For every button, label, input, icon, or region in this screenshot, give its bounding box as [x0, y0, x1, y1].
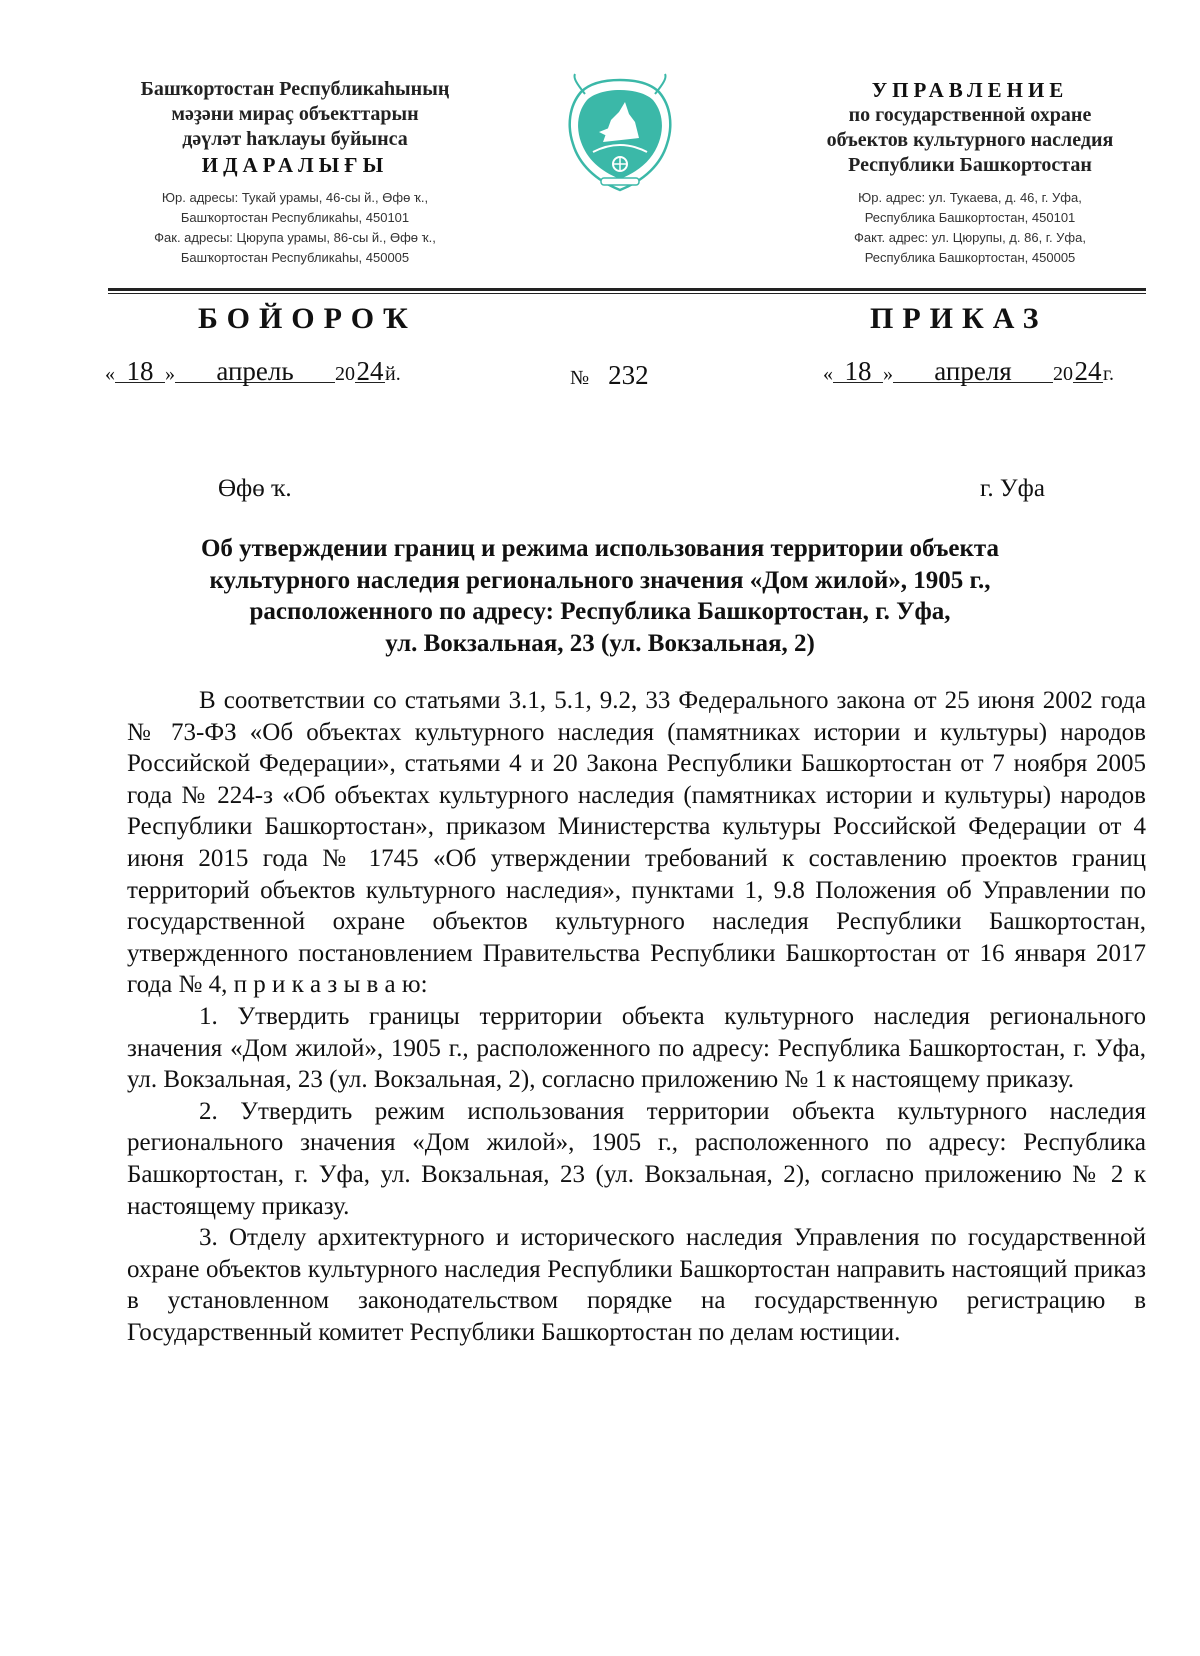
document-body	[127, 685, 1146, 1348]
date-left-year-prefix: 20	[335, 363, 355, 385]
header-divider-thin	[108, 293, 1146, 294]
date-left-year-suffix: 24	[356, 356, 384, 386]
header-left-line-1: Башҡортостан Республикаһының	[140, 78, 450, 100]
header-right-address	[770, 188, 1170, 268]
order-number	[570, 360, 649, 391]
header-right-address-2: Республика Башкортостан, 450101	[864, 210, 1076, 225]
date-left-open-quote: «	[105, 363, 115, 385]
body-item-2: 2. Утвердить режим использования территории объекта культурного наследия регионального значения «Дом жилой», 1905 г., расположенного по адресу: Республика Башкортостан, г. Уфа, ул. Вокзальная, 23 (ул. Вокзальная, 2), согласно приложению № 2 к настоящему приказу.	[127, 1097, 1146, 1220]
header-left-address-2: Башҡортостан Республикаһы, 450101	[180, 210, 410, 225]
bashkortostan-coat-of-arms-icon	[563, 72, 678, 197]
title-line-2: культурного наследия регионального значения «Дом жилой», 1905 г.,	[209, 566, 991, 594]
header-right-address-4: Республика Башкортостан, 450005	[864, 250, 1076, 265]
date-right-day: 18	[833, 360, 883, 383]
title-line-3: расположенного по адресу: Республика Башкортостан, г. Уфа,	[249, 598, 951, 625]
header-left-line-2: мәҙәни мираҫ объекттарын	[171, 103, 419, 125]
title-line-1: Об утверждении границ и режима использования территории объекта	[200, 535, 1000, 562]
date-right-open-quote: «	[823, 363, 833, 385]
header-left-line-3: дәүләт һаҡлауы буйынса	[182, 128, 408, 150]
date-left	[105, 356, 401, 386]
header-right-line-1: УПРАВЛЕНИЕ	[871, 78, 1069, 102]
doc-type-right: ПРИКАЗ	[870, 302, 1048, 335]
title-line-4: ул. Вокзальная, 23 (ул. Вокзальная, 2)	[385, 629, 815, 657]
header-right-block	[770, 77, 1170, 268]
document-title	[120, 533, 1080, 659]
header-left-address	[95, 188, 495, 268]
order-number-sign: №	[570, 367, 590, 389]
header-left-block	[95, 77, 495, 268]
city-right: г. Уфа	[980, 475, 1045, 502]
date-right-suffix: г.	[1103, 363, 1114, 385]
header-right-address-3: Факт. адрес: ул. Цюрупы, д. 86, г. Уфа,	[854, 230, 1086, 245]
header-right-address-1: Юр. адрес: ул. Тукаева, д. 46, г. Уфа,	[858, 190, 1082, 205]
header-divider-thick	[108, 288, 1146, 291]
order-number-value: 232	[608, 360, 649, 390]
header-right-line-2: по государственной охране	[848, 104, 1092, 126]
date-left-suffix: й.	[385, 363, 401, 385]
header-right-line-3: объектов культурного наследия	[826, 129, 1114, 151]
city-left: Өфө ҡ.	[218, 475, 292, 502]
body-preamble: В соответствии со статьями 3.1, 5.1, 9.2, 33 Федерального закона от 25 июня 2002 года № 73-ФЗ «Об объектах культурного наследия (памятниках истории и культуры) народов Российской Федерации», статьями 4 и 20 Закона Республики Башкортостан от 7 ноября 2005 года № 224-з «Об объектах культурного наследия (памятниках истории и культуры) народов Республики Башкортостан», приказом Министерства культуры Российской Федерации от 4 июня 2015 года № 1745 «Об утверждении требований к составлению проектов границ территорий объектов культурного наследия», пунктами 1, 9.8 Положения об Управлении по государственной охране объектов культурного наследия Республики Башкортостан, утвержденного постановлением Правительства Республики Башкортостан от 16 января 2017 года № 4, п р и к а з ы в а ю:	[127, 687, 1146, 999]
date-right	[823, 356, 1114, 386]
header-left-line-4: ИДАРАЛЫҒЫ	[201, 153, 389, 177]
date-left-day: 18	[115, 360, 165, 383]
date-right-year-prefix: 20	[1053, 363, 1073, 385]
body-item-3: 3. Отделу архитектурного и исторического наследия Управления по государственной охране объектов культурного наследия Республики Башкортостан направить настоящий приказ в установленном законодательством порядке на государственную регистрацию в Государственный комитет Республики Башкортостан по делам юстиции.	[127, 1224, 1146, 1346]
date-right-close-quote: »	[883, 363, 893, 385]
date-left-month: апрель	[175, 360, 335, 383]
header-left-address-3: Фак. адресы: Цюрупа урамы, 86-сы й., Өфө ҡ.,	[154, 230, 436, 245]
header-left-address-4: Башҡортостан Республикаһы, 450005	[180, 250, 410, 265]
header-right-line-4: Республики Башкортостан	[848, 154, 1092, 176]
header-left-address-1: Юр. адресы: Тукай урамы, 46-сы й., Өфө ҡ.,	[161, 190, 429, 205]
body-item-1: 1. Утвердить границы территории объекта культурного наследия регионального значения «Дом жилой», 1905 г., расположенного по адресу: Республика Башкортостан, г. Уфа, ул. Вокзальная, 23 (ул. Вокзальная, 2), согласно приложению № 1 к настоящему приказу.	[127, 1002, 1146, 1094]
date-right-month: апреля	[893, 360, 1053, 383]
date-right-year-suffix: 24	[1074, 356, 1102, 386]
doc-type-left: БОЙОРОҠ	[198, 302, 417, 335]
date-left-close-quote: »	[165, 363, 175, 385]
